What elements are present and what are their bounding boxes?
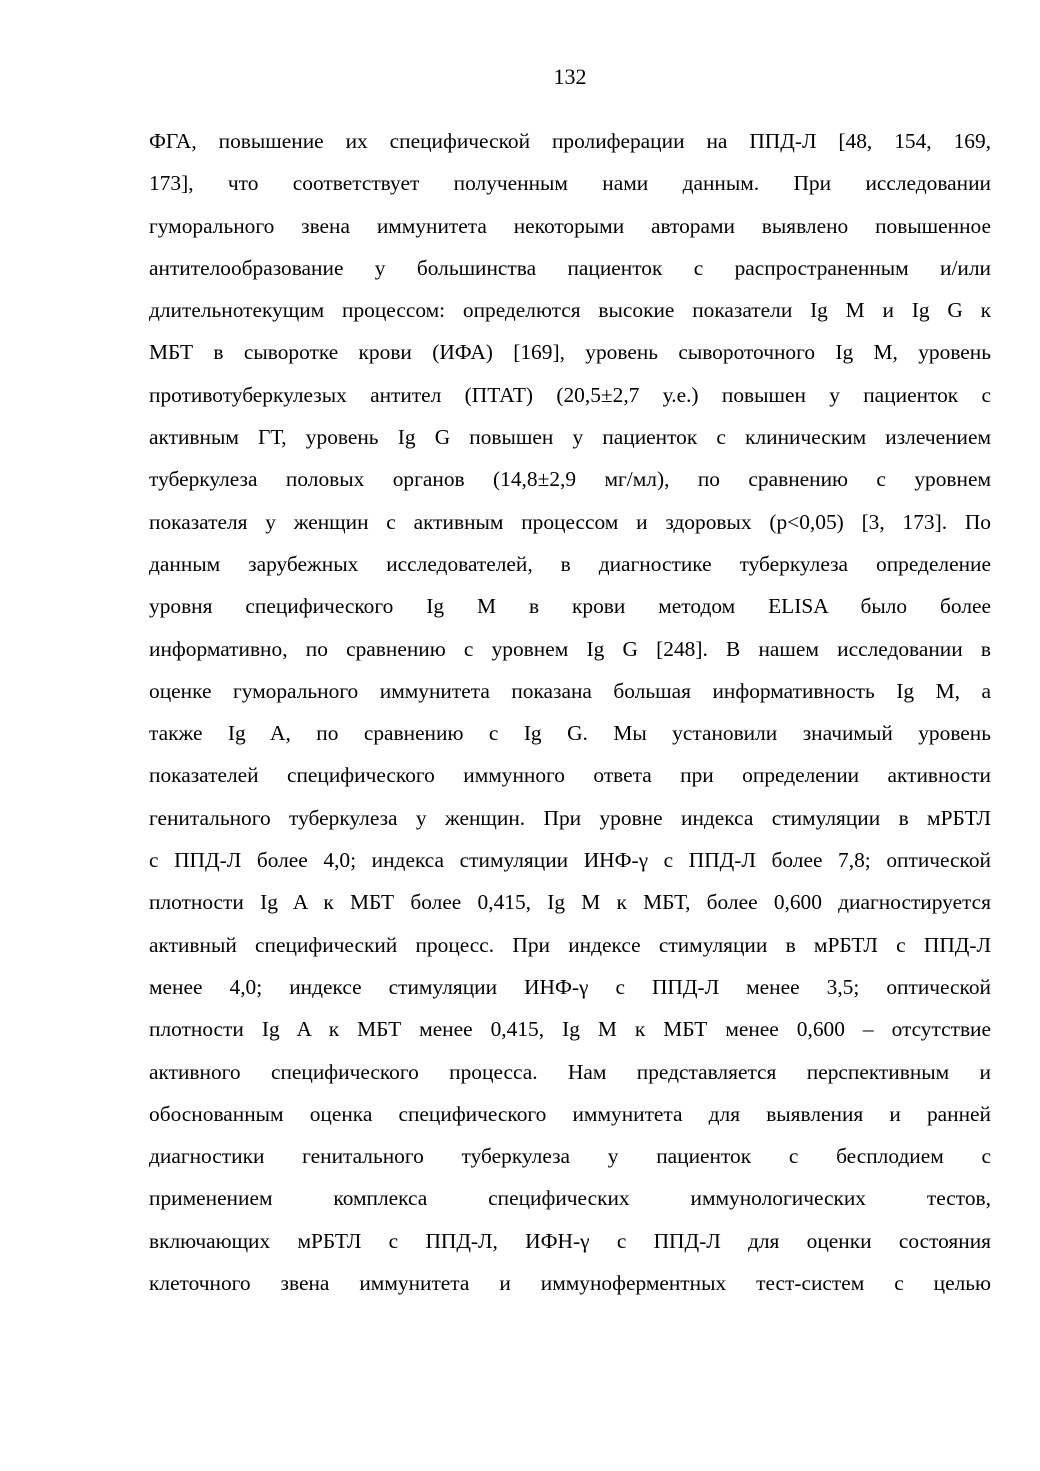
text-line: клеточного звена иммунитета и иммуноферментных тест-систем с целью: [149, 1271, 991, 1296]
text-line: показателя у женщин с активным процессом и здоровых (р<0,05) [3, 173]. По: [149, 509, 991, 534]
text-line: информативно, по сравнению с уровнем Ig G [248]. В нашем исследовании в: [149, 636, 991, 661]
text-line: также Ig A, по сравнению с Ig G. Мы установили значимый уровень: [149, 721, 991, 746]
text-line: уровня специфического Ig M в крови методом ELISA было более: [149, 594, 991, 619]
text-line: ФГА, повышение их специфической пролиферации на ППД-Л [48, 154, 169,: [149, 129, 991, 153]
text-line: МБТ в сыворотке крови (ИФА) [169], уровень сывороточного Ig M, уровень: [149, 340, 991, 365]
text-line: 173], что соответствует полученным нами данным. При исследовании: [149, 171, 991, 196]
text-line: противотуберкулезых антител (ПТАТ) (20,5±2,7 у.е.) повышен у пациенток с: [149, 382, 991, 407]
text-line: оценке гуморального иммунитета показана большая информативность Ig M, а: [149, 678, 991, 703]
text-line: активного специфического процесса. Нам представляется перспективным и: [149, 1059, 991, 1084]
body-text: [149, 120, 991, 1304]
text-line: показателей специфического иммунного ответа при определении активности: [149, 763, 991, 788]
text-line: применением комплекса специфических иммунологических тестов,: [149, 1186, 991, 1211]
text-line: диагностики генитального туберкулеза у пациенток с бесплодием с: [149, 1144, 991, 1169]
text-line: длительнотекущим процессом: определются высокие показатели Ig M и Ig G к: [149, 298, 991, 323]
text-line: данным зарубежных исследователей, в диагностике туберкулеза определение: [149, 551, 991, 576]
text-line: активным ГТ, уровень Ig G повышен у пациенток с клиническим излечением: [149, 425, 991, 450]
text-line: плотности Ig A к МБТ более 0,415, Ig M к МБТ, более 0,600 диагностируется: [149, 890, 991, 915]
text-line: с ППД-Л более 4,0; индекса стимуляции ИНФ-γ с ППД-Л более 7,8; оптической: [149, 848, 991, 873]
text-line: антителообразование у большинства пациенток с распространенным и/или: [149, 255, 991, 280]
text-line: менее 4,0; индексе стимуляции ИНФ-γ с ППД-Л менее 3,5; оптической: [149, 974, 991, 999]
text-line: активный специфический процесс. При индексе стимуляции в мРБТЛ с ППД-Л: [149, 932, 991, 957]
text-line: гуморального звена иммунитета некоторыми авторами выявлено повышенное: [149, 213, 991, 238]
text-line: включающих мРБТЛ с ППД-Л, ИФН-γ с ППД-Л для оценки состояния: [149, 1228, 991, 1253]
text-line: обоснованным оценка специфического иммунитета для выявления и ранней: [149, 1101, 991, 1126]
text-line: плотности Ig A к МБТ менее 0,415, Ig M к МБТ менее 0,600 – отсутствие: [149, 1017, 991, 1042]
text-line: туберкулеза половых органов (14,8±2,9 мг/мл), по сравнению с уровнем: [149, 467, 991, 492]
page-number: 132: [553, 64, 587, 89]
text-line: генитального туберкулеза у женщин. При уровне индекса стимуляции в мРБТЛ: [149, 805, 991, 830]
